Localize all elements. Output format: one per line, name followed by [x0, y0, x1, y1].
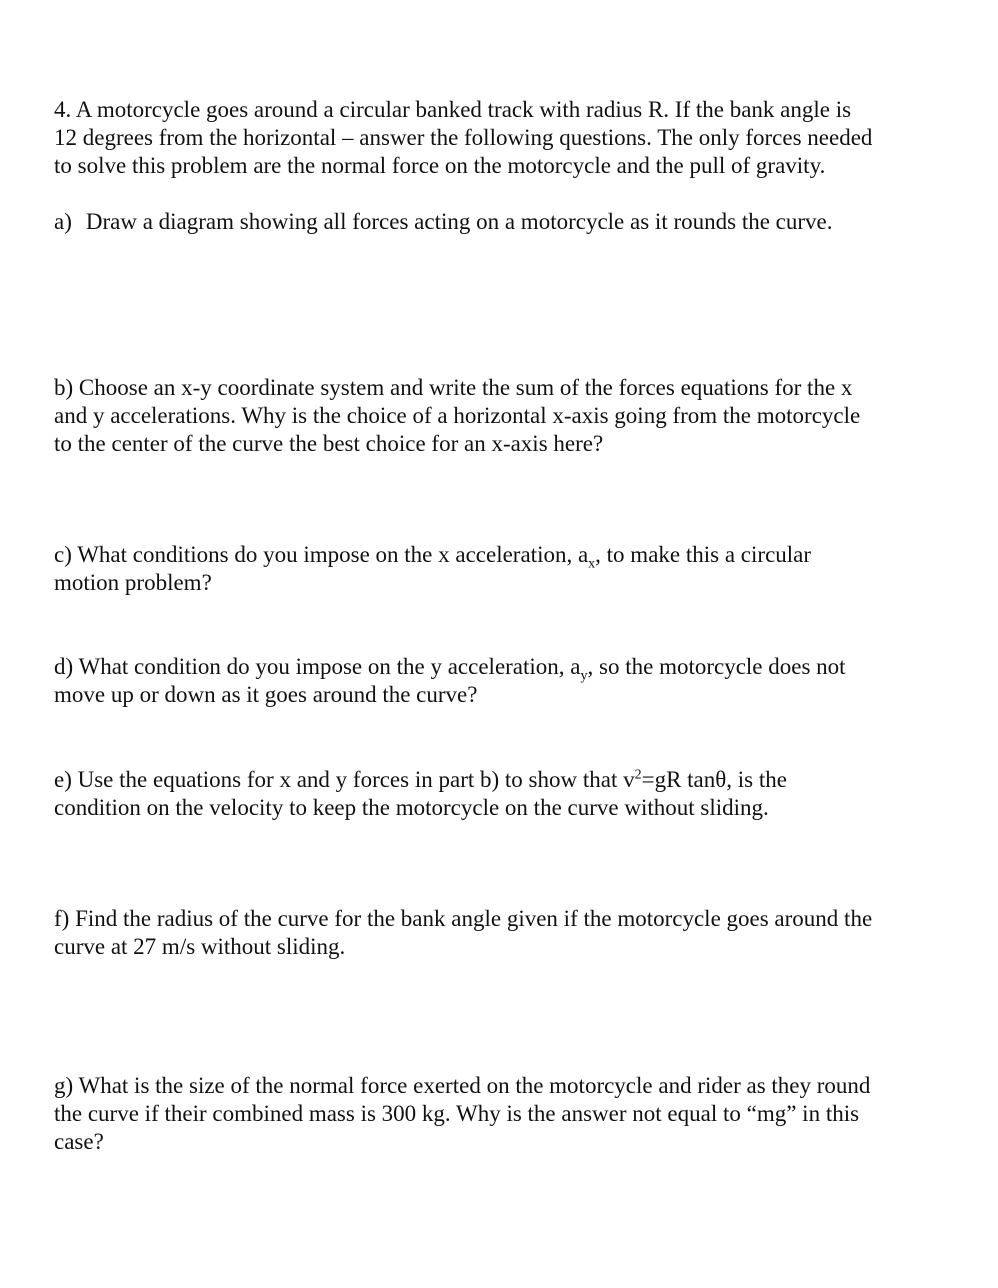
part-a	[54, 208, 934, 236]
part-d-line-1: d) What condition do you impose on the y acceleration, $a_y$, so the motorcycle does not	[54, 654, 846, 684]
part-c	[54, 541, 934, 597]
intro-line-3: to solve this problem are the normal force on the motorcycle and the pull of gravity.	[54, 153, 826, 178]
part-e-line-1: e) Use the equations for x and y forces in part b) to show that $v^2=gR$ tanθ, is the	[54, 767, 787, 792]
superscript-2: 2	[634, 767, 642, 783]
intro-line-2: 12 degrees from the horizontal – answer the following questions. The only forces needed	[54, 125, 873, 150]
part-g-line-3: case?	[54, 1129, 104, 1154]
part-d	[54, 653, 934, 709]
part-b-line-2: and y accelerations. Why is the choice of a horizontal x-axis going from the motorcycle	[54, 403, 861, 428]
part-d-line-2: move up or down as it goes around the curve?	[54, 682, 478, 707]
problem-intro	[54, 96, 934, 180]
intro-line-1: 4. A motorcycle goes around a circular banked track with radius R. If the bank angle is	[54, 97, 852, 122]
subscript-x: x	[588, 556, 596, 572]
part-e-line-2: condition on the velocity to keep the motorcycle on the curve without sliding.	[54, 795, 769, 820]
subscript-y: y	[580, 668, 588, 684]
part-g-line-1: g) What is the size of the normal force exerted on the motorcycle and rider as they round	[54, 1073, 871, 1098]
part-f-line-1: f) Find the radius of the curve for the bank angle given if the motorcycle goes around the	[54, 906, 873, 931]
part-b-line-3: to the center of the curve the best choice for an x-axis here?	[54, 431, 604, 456]
part-f	[54, 905, 934, 961]
part-g-line-2: the curve if their combined mass is 300 kg. Why is the answer not equal to “mg” in this	[54, 1101, 860, 1126]
part-e	[54, 766, 934, 822]
part-c-line-1: c) What conditions do you impose on the x acceleration, $a_x$, to make this a circular	[54, 542, 812, 572]
part-c-line-2: motion problem?	[54, 570, 212, 595]
part-a-label: a)	[54, 209, 72, 234]
part-b	[54, 374, 934, 458]
part-g	[54, 1072, 934, 1156]
part-a-text: Draw a diagram showing all forces acting on a motorcycle as it rounds the curve.	[85, 209, 833, 234]
part-b-line-1: b) Choose an x-y coordinate system and write the sum of the forces equations for the x	[54, 375, 853, 400]
part-f-line-2: curve at 27 m/s without sliding.	[54, 934, 346, 959]
